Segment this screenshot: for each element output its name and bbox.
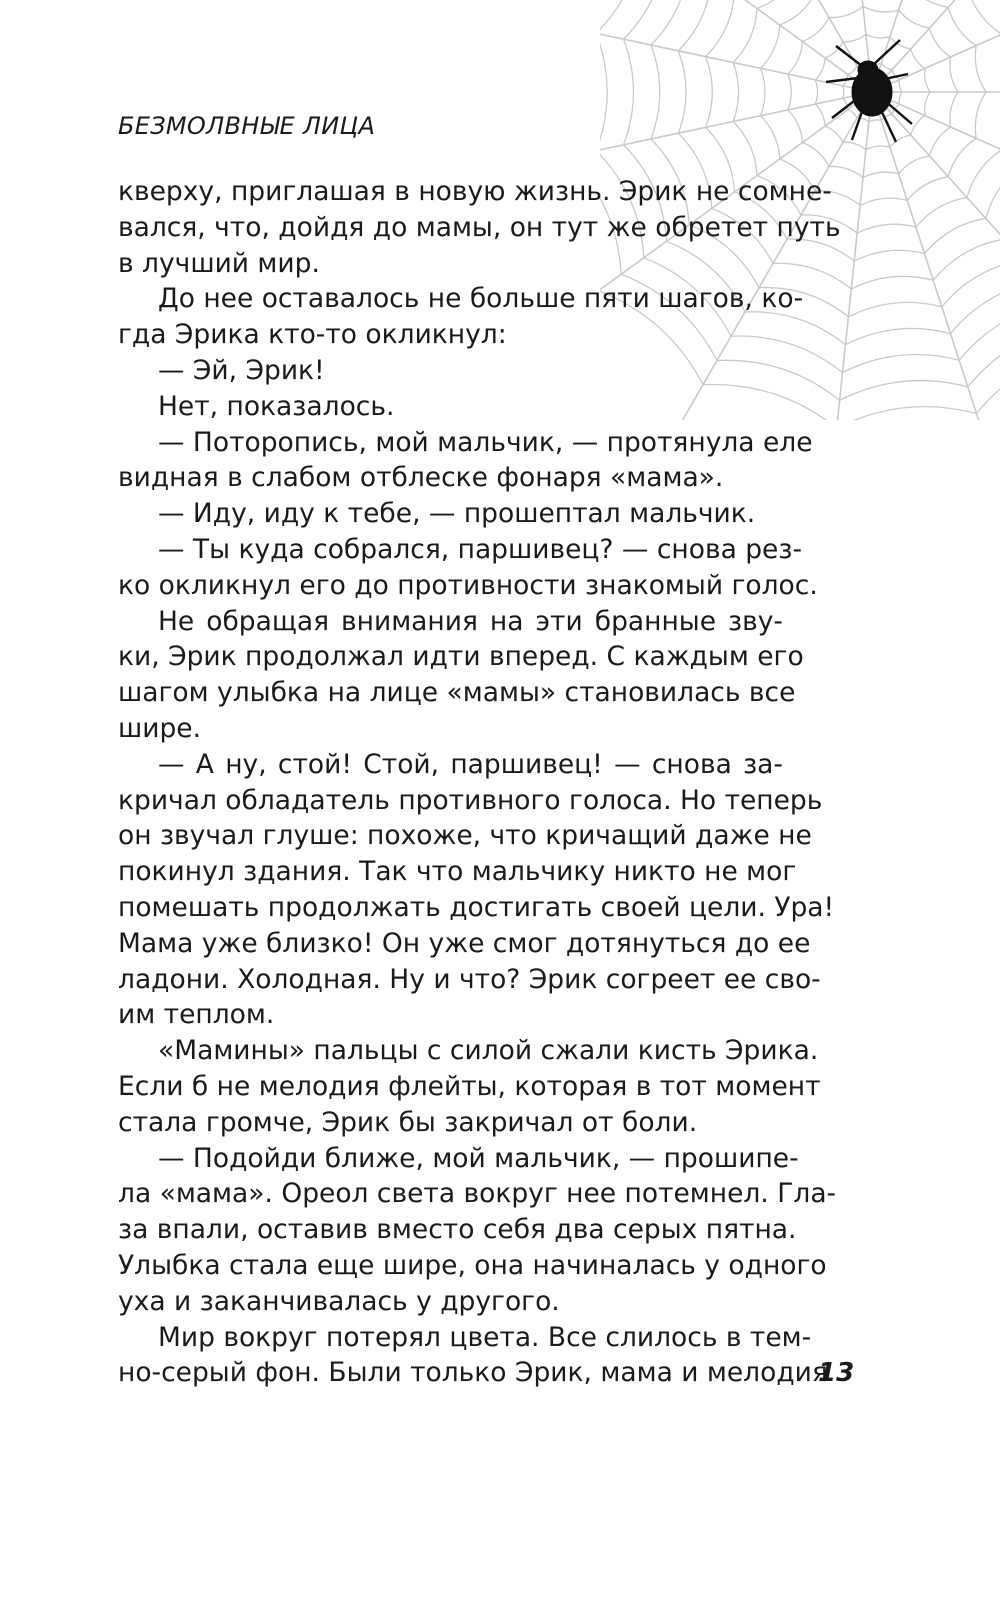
text-line: за впали, оставив вместо себя два серых пятна. (118, 1214, 797, 1246)
text-line: но-серый фон. Были только Эрик, мама и мелодия (118, 1357, 828, 1389)
page-number: 13 (818, 1358, 855, 1388)
text-line: в лучший мир. (118, 247, 320, 279)
text-line: покинул здания. Так что мальчику никто не мог (118, 856, 797, 888)
text-line: — Ты куда собрался, паршивец? — снова рез- (158, 533, 803, 565)
text-line: Если б не мелодия флейты, которая в тот момент (118, 1070, 821, 1102)
text-line: — Эй, Эрик! (158, 354, 325, 386)
text-line: «Мамины» пальцы с силой сжали кисть Эрика. (158, 1035, 819, 1067)
text-line: уха и заканчивалась у другого. (118, 1285, 560, 1317)
text-line: помешать продолжать достигать своей цели. Ура! (118, 891, 835, 923)
text-line: им теплом. (118, 999, 275, 1031)
text-line: стала громче, Эрик бы закричал от боли. (118, 1106, 698, 1138)
text-line: шире. (118, 712, 202, 744)
text-line: — Поторопись, мой мальчик, — протянула еле (158, 426, 813, 458)
running-title: БЕЗМОЛВНЫЕ ЛИЦА (118, 112, 376, 140)
text-line: До нее оставалось не больше пяти шагов, ко- (158, 283, 804, 315)
text-line: ко окликнул его до противности знакомый голос. (118, 569, 818, 601)
text-line: видная в слабом отблеске фонаря «мама». (118, 462, 724, 494)
text-line: Мама уже близко! Он уже смог дотянуться до ее (118, 927, 811, 959)
text-line: Нет, показалось. (158, 390, 395, 422)
text-line: ки, Эрик продолжал идти вперед. С каждым его (118, 641, 804, 673)
text-line: шагом улыбка на лице «мамы» становилась все (118, 677, 796, 709)
text-line: кверху, приглашая в новую жизнь. Эрик не сомне- (118, 176, 832, 207)
text-line: — Иду, иду к тебе, — прошептал мальчик. (158, 498, 756, 530)
text-line: — Подойди ближе, мой мальчик, — прошипе- (158, 1142, 799, 1174)
text-line: он звучал глуше: похоже, что кричащий даже не (118, 820, 812, 852)
text-line: Не обращая внимания на эти бранные зву- (158, 605, 783, 637)
text-line: ла «мама». Ореол света вокруг нее потемнел. Гла- (118, 1178, 837, 1210)
text-line: ладони. Холодная. Ну и что? Эрик согреет ее сво- (118, 963, 821, 995)
text-line: вался, что, дойдя до мамы, он тут же обретет путь (118, 211, 841, 243)
text-line: Мир вокруг потерял цвета. Все слилось в тем- (158, 1321, 812, 1353)
text-line: — А ну, стой! Стой, паршивец! — снова за- (158, 748, 783, 780)
text-line: Улыбка стала еще шире, она начиналась у одного (118, 1249, 827, 1281)
text-line: гда Эрика кто-то окликнул: (118, 319, 507, 351)
text-line: кричал обладатель противного голоса. Но теперь (118, 784, 823, 816)
